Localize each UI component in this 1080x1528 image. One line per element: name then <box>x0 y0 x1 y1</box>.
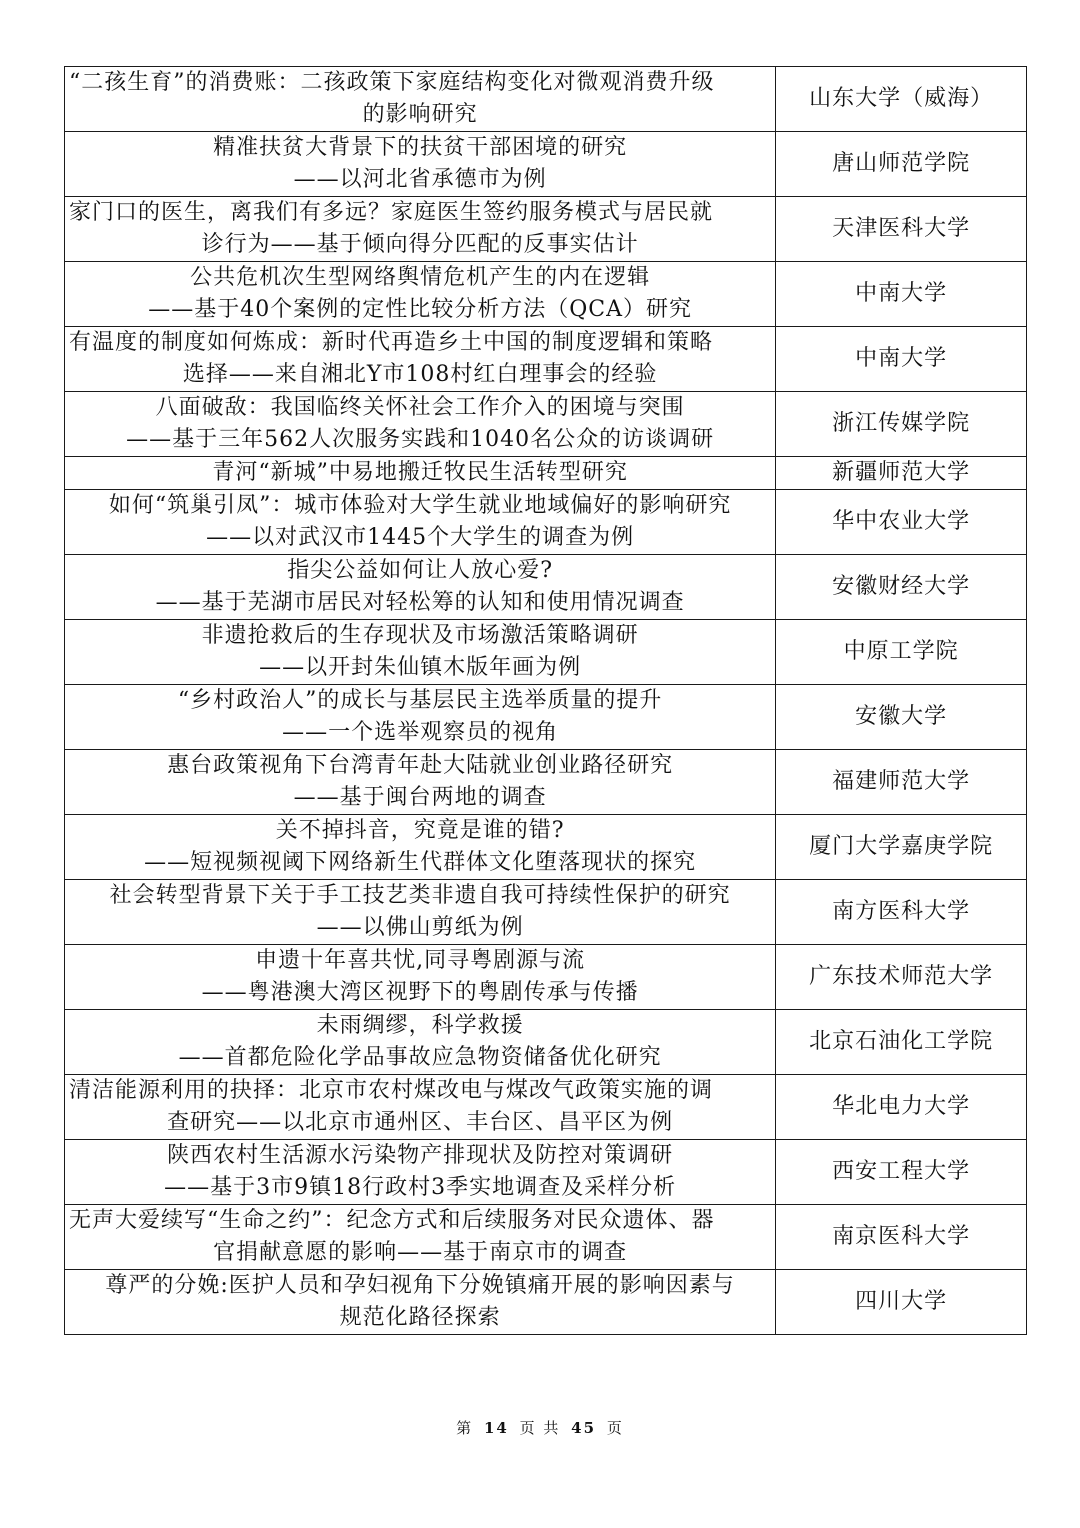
table-row <box>65 1010 1027 1075</box>
school-name-cell: 安徽大学 <box>776 685 1027 750</box>
project-title-line: 诊行为——基于倾向得分匹配的反事实估计 <box>201 232 639 257</box>
project-title-line: 精准扶贫大背景下的扶贫干部困境的研究 <box>213 135 628 160</box>
project-title-cell <box>65 197 776 262</box>
project-table-body <box>65 67 1027 1335</box>
project-title-cell <box>65 945 776 1010</box>
project-title-line: 指尖公益如何让人放心爱? <box>287 558 553 583</box>
project-title-line: ——基于三年562人次服务实践和1040名公众的访谈调研 <box>126 427 715 452</box>
project-title-line: 官捐献意愿的影响——基于南京市的调查 <box>213 1240 628 1265</box>
project-title-line: ——以开封朱仙镇木版年画为例 <box>259 655 582 680</box>
project-title-line: 无声大爱续写“生命之约”：纪念方式和后续服务对民众遗体、器 <box>69 1208 715 1233</box>
table-row <box>65 1140 1027 1205</box>
school-name-cell: 天津医科大学 <box>776 197 1027 262</box>
project-title-cell <box>65 1140 776 1205</box>
school-name-cell: 安徽财经大学 <box>776 555 1027 620</box>
project-title-line: ——基于3市9镇18行政村3季实地调查及采样分析 <box>164 1175 677 1200</box>
school-name-cell: 广东技术师范大学 <box>776 945 1027 1010</box>
project-title-cell <box>65 1075 776 1140</box>
project-title-line: 关不掉抖音，究竟是谁的错? <box>275 818 565 843</box>
project-title-cell <box>65 685 776 750</box>
project-title-cell <box>65 620 776 685</box>
project-title-cell <box>65 67 776 132</box>
project-title-line: 有温度的制度如何炼成：新时代再造乡土中国的制度逻辑和策略 <box>69 330 714 355</box>
footer-prefix: 第 <box>456 1419 474 1437</box>
project-title-cell <box>65 327 776 392</box>
current-page-number: 14 <box>483 1419 509 1437</box>
project-title-line: ——短视频视阈下网络新生代群体文化堕落现状的探究 <box>144 850 697 875</box>
page-footer <box>0 1417 1080 1438</box>
project-title-line: 公共危机次生型网络舆情危机产生的内在逻辑 <box>190 265 651 290</box>
project-title-line: “二孩生育”的消费账：二孩政策下家庭结构变化对微观消费升级 <box>69 70 715 95</box>
document-table-container <box>64 66 1027 1335</box>
table-row <box>65 750 1027 815</box>
project-title-cell <box>65 555 776 620</box>
project-title-line: 社会转型背景下关于手工技艺类非遗自我可持续性保护的研究 <box>109 883 731 908</box>
table-row <box>65 392 1027 457</box>
school-name-cell: 浙江传媒学院 <box>776 392 1027 457</box>
school-name-cell: 新疆师范大学 <box>776 457 1027 490</box>
project-title-line: 如何“筑巢引凤”：城市体验对大学生就业地域偏好的影响研究 <box>108 493 732 518</box>
project-title-cell <box>65 132 776 197</box>
school-name-cell: 中原工学院 <box>776 620 1027 685</box>
project-title-cell <box>65 262 776 327</box>
project-title-line: 青河“新城”中易地搬迁牧民生活转型研究 <box>212 460 628 485</box>
school-name-cell: 华中农业大学 <box>776 490 1027 555</box>
project-title-line: ——以河北省承德市为例 <box>293 167 547 192</box>
project-title-line: 陕西农村生活源水污染物产排现状及防控对策调研 <box>167 1143 674 1168</box>
table-row <box>65 197 1027 262</box>
project-title-line: 申遗十年喜共忧,同寻粤剧源与流 <box>255 948 586 973</box>
project-title-line: 惠台政策视角下台湾青年赴大陆就业创业路径研究 <box>167 753 674 778</box>
project-title-line: ——以对武汉市1445个大学生的调查为例 <box>206 525 635 550</box>
project-title-line: 八面破敌：我国临终关怀社会工作介入的困境与突围 <box>155 395 685 420</box>
school-name-cell: 中南大学 <box>776 327 1027 392</box>
school-name-cell: 南京医科大学 <box>776 1205 1027 1270</box>
project-title-line: 家门口的医生，离我们有多远？家庭医生签约服务模式与居民就 <box>69 200 714 225</box>
project-title-line: 的影响研究 <box>362 102 478 127</box>
table-row <box>65 1075 1027 1140</box>
project-title-cell <box>65 457 776 490</box>
table-row <box>65 1270 1027 1335</box>
table-row <box>65 262 1027 327</box>
project-title-line: 清洁能源利用的抉择：北京市农村煤改电与煤改气政策实施的调 <box>69 1078 714 1103</box>
project-title-cell <box>65 815 776 880</box>
table-row <box>65 132 1027 197</box>
table-row <box>65 327 1027 392</box>
table-row <box>65 880 1027 945</box>
project-title-line: 查研究——以北京市通州区、丰台区、昌平区为例 <box>167 1110 674 1135</box>
project-title-cell <box>65 1205 776 1270</box>
table-row <box>65 555 1027 620</box>
school-name-cell: 华北电力大学 <box>776 1075 1027 1140</box>
school-name-cell: 南方医科大学 <box>776 880 1027 945</box>
table-row <box>65 685 1027 750</box>
project-title-line: 非遗抢救后的生存现状及市场激活策略调研 <box>201 623 639 648</box>
project-title-line: ——基于芜湖市居民对轻松筹的认知和使用情况调查 <box>155 590 685 615</box>
project-title-line: 尊严的分娩:医护人员和孕妇视角下分娩镇痛开展的影响因素与 <box>105 1273 735 1298</box>
project-title-cell <box>65 392 776 457</box>
project-table <box>64 66 1027 1335</box>
project-title-cell <box>65 750 776 815</box>
table-row <box>65 457 1027 490</box>
school-name-cell: 四川大学 <box>776 1270 1027 1335</box>
table-row <box>65 67 1027 132</box>
school-name-cell: 厦门大学嘉庚学院 <box>776 815 1027 880</box>
school-name-cell: 福建师范大学 <box>776 750 1027 815</box>
project-title-line: ——以佛山剪纸为例 <box>316 915 524 940</box>
project-title-cell <box>65 1270 776 1335</box>
project-title-line: ——一个选举观察员的视角 <box>282 720 559 745</box>
school-name-cell: 西安工程大学 <box>776 1140 1027 1205</box>
table-row <box>65 620 1027 685</box>
project-title-line: ——粤港澳大湾区视野下的粤剧传承与传播 <box>201 980 639 1005</box>
school-name-cell: 唐山师范学院 <box>776 132 1027 197</box>
footer-middle: 页 共 <box>519 1419 561 1437</box>
table-row <box>65 815 1027 880</box>
project-title-cell <box>65 1010 776 1075</box>
table-row <box>65 945 1027 1010</box>
project-title-line: ——基于40个案例的定性比较分析方法（QCA）研究 <box>148 297 692 322</box>
school-name-cell: 北京石油化工学院 <box>776 1010 1027 1075</box>
total-page-count: 45 <box>571 1419 597 1437</box>
school-name-cell: 中南大学 <box>776 262 1027 327</box>
project-title-line: ——首都危险化学品事故应急物资储备优化研究 <box>178 1045 662 1070</box>
table-row <box>65 1205 1027 1270</box>
project-title-cell <box>65 880 776 945</box>
project-title-line: “乡村政治人”的成长与基层民主选举质量的提升 <box>177 688 663 713</box>
table-row <box>65 490 1027 555</box>
school-name-cell: 山东大学（威海） <box>776 67 1027 132</box>
project-title-line: 选择——来自湘北Y市108村红白理事会的经验 <box>182 362 658 387</box>
project-title-line: 规范化路径探索 <box>339 1305 501 1330</box>
footer-suffix: 页 <box>606 1419 624 1437</box>
project-title-line: 未雨绸缪，科学救援 <box>316 1013 524 1038</box>
project-title-cell <box>65 490 776 555</box>
project-title-line: ——基于闽台两地的调查 <box>293 785 547 810</box>
